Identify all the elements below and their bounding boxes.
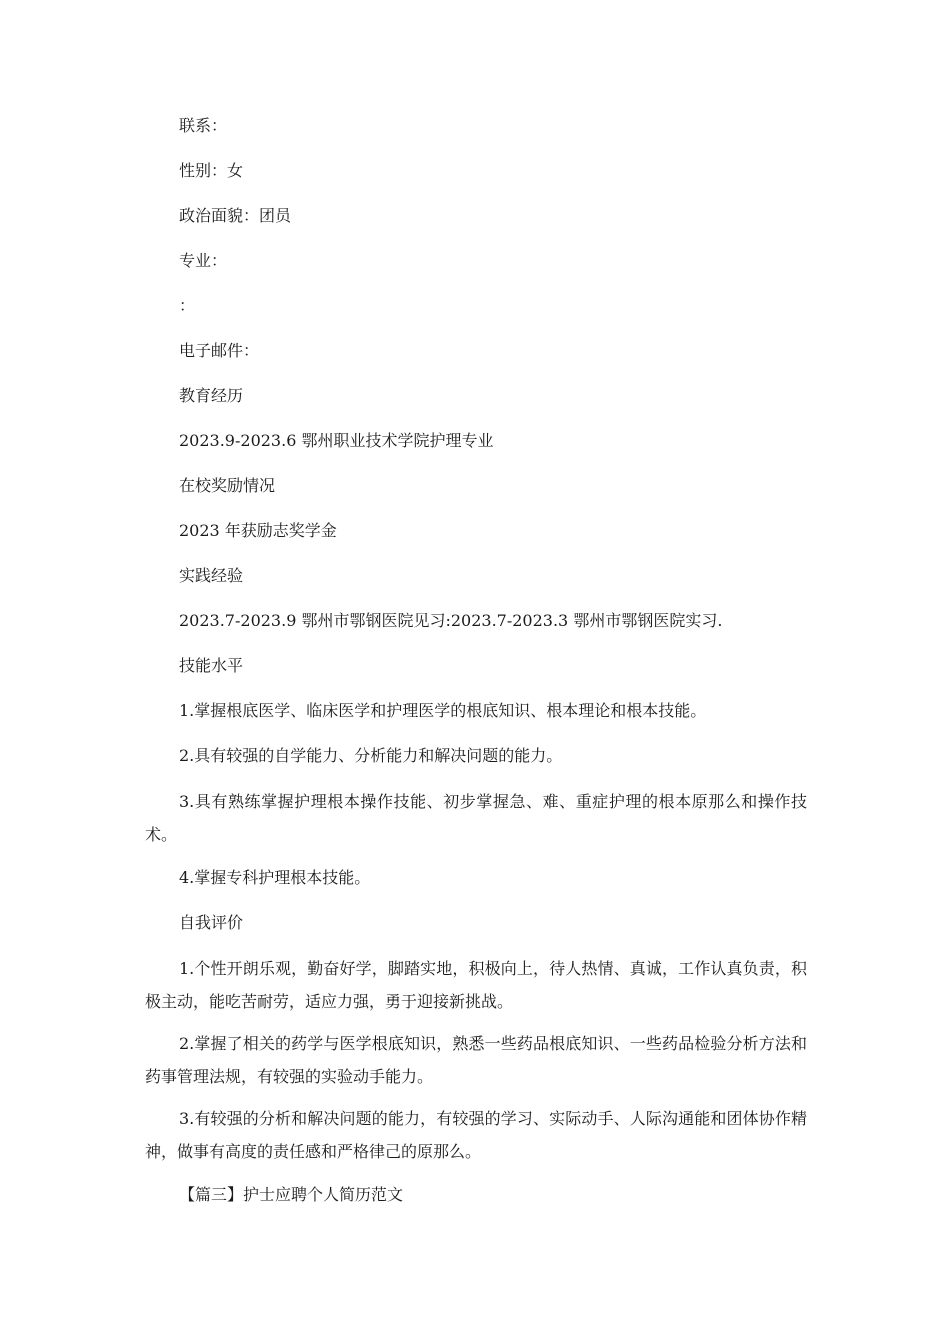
skills-heading: 技能水平	[179, 656, 244, 675]
skill-item: 4.掌握专科护理根本技能。	[179, 868, 371, 887]
awards-entry: 2023 年获励志奖学金	[179, 521, 337, 540]
major-line: 专业：	[179, 251, 228, 270]
awards-heading: 在校奖励情况	[179, 476, 276, 495]
practice-heading: 实践经验	[179, 566, 244, 585]
self-evaluation-item: 3.有较强的分析和解决问题的能力，有较强的学习、实际动手、人际沟通能和团体协作精神，做事有高度的责任感和严格律己的原那么。	[145, 1109, 807, 1161]
self-evaluation-item: 2.掌握了相关的药学与医学根底知识，熟悉一些药品根底知识、一些药品检验分析方法和药事管理法规，有较强的实验动手能力。	[145, 1034, 807, 1086]
contact-line: 联系：	[179, 116, 228, 135]
skill-item: 3.具有熟练掌握护理根本操作技能、初步掌握急、难、重症护理的根本原那么和操作技术。	[145, 792, 807, 844]
political-status-line: 政治面貌：团员	[179, 206, 292, 225]
skill-item: 1.掌握根底医学、临床医学和护理医学的根底知识、根本理论和根本技能。	[179, 701, 707, 720]
self-evaluation-item: 1.个性开朗乐观，勤奋好学，脚踏实地，积极向上，待人热情、真诚，工作认真负责，积极主动，能吃苦耐劳，适应力强，勇于迎接新挑战。	[145, 959, 807, 1011]
colon-line: ：	[179, 296, 196, 315]
education-entry: 2023.9-2023.6 鄂州职业技术学院护理专业	[179, 431, 494, 450]
self-evaluation-heading: 自我评价	[179, 913, 244, 932]
education-heading: 教育经历	[179, 386, 244, 405]
practice-entry: 2023.7-2023.9 鄂州市鄂钢医院见习:2023.7-2023.3 鄂州市鄂钢医院实习.	[179, 611, 723, 630]
gender-line: 性别：女	[179, 161, 244, 180]
skill-item: 2.具有较强的自学能力、分析能力和解决问题的能力。	[179, 746, 563, 765]
email-line: 电子邮件：	[179, 341, 260, 360]
next-section-title: 【篇三】护士应聘个人简历范文	[179, 1185, 404, 1204]
